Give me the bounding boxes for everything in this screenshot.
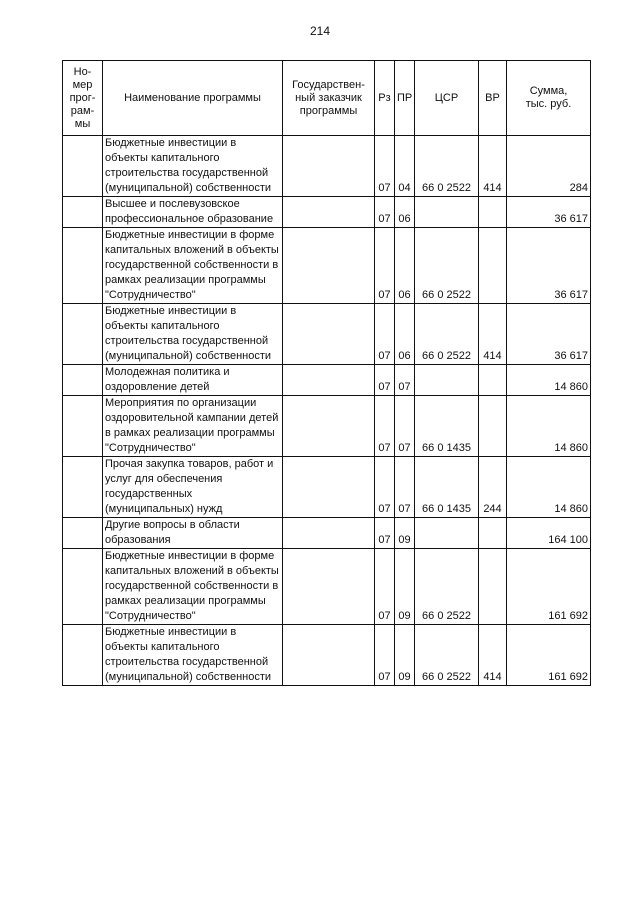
program-number-cell: [63, 197, 103, 228]
vr-cell: 414: [479, 136, 507, 197]
table-row: [63, 228, 591, 304]
sum-cell: 161 692: [507, 625, 591, 686]
header-csr: [415, 61, 479, 136]
rz-cell: 07: [375, 136, 395, 197]
header-csr-text: ЦСР: [434, 91, 459, 104]
program-number-cell: [63, 304, 103, 365]
table-row: [63, 549, 591, 625]
sum-cell: 36 617: [507, 304, 591, 365]
table-row: [63, 136, 591, 197]
pr-cell: 09: [395, 625, 415, 686]
vr-cell: 414: [479, 304, 507, 365]
vr-cell: 414: [479, 625, 507, 686]
sum-cell: 284: [507, 136, 591, 197]
program-name-cell: Бюджетные инвестиции в объекты капитального строительства государственной (муниципальной) собственности: [103, 625, 283, 686]
header-vr-text: ВР: [485, 91, 500, 104]
table-row: [63, 197, 591, 228]
csr-cell: 66 0 2522: [415, 228, 479, 304]
state-customer-cell: [283, 396, 375, 457]
program-number-cell: [63, 396, 103, 457]
table-header-row: [63, 61, 591, 136]
csr-cell: 66 0 2522: [415, 549, 479, 625]
header-program-name: [103, 61, 283, 136]
program-name-cell: Молодежная политика и оздоровление детей: [103, 365, 283, 396]
sum-cell: 164 100: [507, 518, 591, 549]
program-name-cell: Бюджетные инвестиции в объекты капитального строительства государственной (муниципальной) собственности: [103, 136, 283, 197]
state-customer-cell: [283, 457, 375, 518]
pr-cell: 06: [395, 228, 415, 304]
program-name-cell: Мероприятия по организации оздоровительной кампании детей в рамках реализации программы "Сотрудничество": [103, 396, 283, 457]
sum-cell: 14 860: [507, 396, 591, 457]
table-row: [63, 304, 591, 365]
table-row: [63, 457, 591, 518]
header-state-customer: [283, 61, 375, 136]
state-customer-cell: [283, 549, 375, 625]
program-number-cell: [63, 549, 103, 625]
header-vr: [479, 61, 507, 136]
header-program-number: [63, 61, 103, 136]
rz-cell: 07: [375, 396, 395, 457]
program-name-cell: Бюджетные инвестиции в объекты капитального строительства государственной (муниципальной) собственности: [103, 304, 283, 365]
sum-cell: 14 860: [507, 365, 591, 396]
sum-cell: 36 617: [507, 228, 591, 304]
state-customer-cell: [283, 625, 375, 686]
pr-cell: 07: [395, 396, 415, 457]
csr-cell: 66 0 2522: [415, 625, 479, 686]
csr-cell: 66 0 1435: [415, 457, 479, 518]
rz-cell: 07: [375, 518, 395, 549]
table-row: [63, 518, 591, 549]
program-number-cell: [63, 457, 103, 518]
header-sum: [507, 61, 591, 136]
pr-cell: 07: [395, 365, 415, 396]
vr-cell: [479, 396, 507, 457]
state-customer-cell: [283, 365, 375, 396]
table-row: [63, 625, 591, 686]
csr-cell: 66 0 1435: [415, 396, 479, 457]
pr-cell: 07: [395, 457, 415, 518]
pr-cell: 06: [395, 304, 415, 365]
rz-cell: 07: [375, 549, 395, 625]
state-customer-cell: [283, 197, 375, 228]
csr-cell: [415, 197, 479, 228]
state-customer-cell: [283, 304, 375, 365]
state-customer-cell: [283, 136, 375, 197]
program-name-cell: Прочая закупка товаров, работ и услуг для обеспечения государственных (муниципальных) нужд: [103, 457, 283, 518]
csr-cell: 66 0 2522: [415, 136, 479, 197]
vr-cell: [479, 549, 507, 625]
csr-cell: [415, 518, 479, 549]
pr-cell: 06: [395, 197, 415, 228]
header-pr: [395, 61, 415, 136]
csr-cell: 66 0 2522: [415, 304, 479, 365]
header-rz: [375, 61, 395, 136]
sum-cell: 14 860: [507, 457, 591, 518]
sum-cell: 36 617: [507, 197, 591, 228]
budget-table: [62, 60, 591, 686]
header-state-customer-text: Государствен- ный заказчик программы: [292, 78, 365, 117]
header-sum-text: Сумма, тыс. руб.: [525, 85, 572, 110]
program-number-cell: [63, 365, 103, 396]
vr-cell: [479, 228, 507, 304]
program-number-cell: [63, 625, 103, 686]
rz-cell: 07: [375, 304, 395, 365]
table-body: [63, 136, 591, 686]
csr-cell: [415, 365, 479, 396]
vr-cell: [479, 365, 507, 396]
header-rz-text: Рз: [378, 91, 391, 104]
sum-cell: 161 692: [507, 549, 591, 625]
rz-cell: 07: [375, 625, 395, 686]
pr-cell: 09: [395, 549, 415, 625]
pr-cell: 09: [395, 518, 415, 549]
program-name-cell: Высшее и послевузовское профессиональное образование: [103, 197, 283, 228]
header-program-name-text: Наименование программы: [124, 91, 261, 104]
rz-cell: 07: [375, 457, 395, 518]
program-number-cell: [63, 518, 103, 549]
program-number-cell: [63, 136, 103, 197]
table-row: [63, 396, 591, 457]
vr-cell: 244: [479, 457, 507, 518]
state-customer-cell: [283, 518, 375, 549]
program-name-cell: Бюджетные инвестиции в форме капитальных вложений в объекты государственной собственности в рамках реализации программы "Сотрудничество": [103, 549, 283, 625]
program-name-cell: Бюджетные инвестиции в форме капитальных вложений в объекты государственной собственности в рамках реализации программы "Сотрудничество": [103, 228, 283, 304]
vr-cell: [479, 518, 507, 549]
table-row: [63, 365, 591, 396]
rz-cell: 07: [375, 197, 395, 228]
pr-cell: 04: [395, 136, 415, 197]
program-name-cell: Другие вопросы в области образования: [103, 518, 283, 549]
vr-cell: [479, 197, 507, 228]
header-program-number-text: Но- мер прог- рам- мы: [69, 65, 96, 130]
rz-cell: 07: [375, 228, 395, 304]
state-customer-cell: [283, 228, 375, 304]
page-number: 214: [309, 24, 331, 38]
rz-cell: 07: [375, 365, 395, 396]
header-pr-text: ПР: [397, 91, 413, 104]
program-number-cell: [63, 228, 103, 304]
